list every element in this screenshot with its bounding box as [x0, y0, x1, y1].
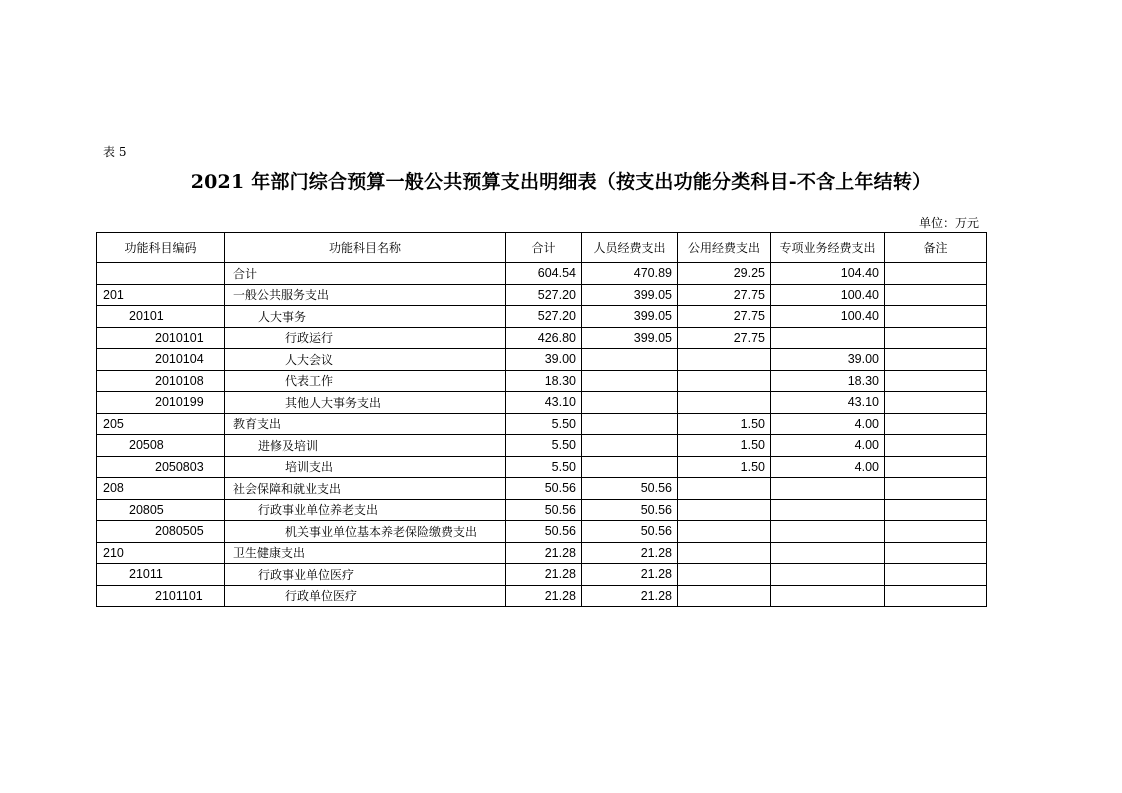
cell-special: 18.30 [771, 370, 885, 392]
cell-note [885, 413, 987, 435]
cell-name: 进修及培训 [225, 435, 506, 457]
table-row [97, 392, 987, 414]
cell-code: 21011 [97, 564, 225, 586]
cell-public: 1.50 [678, 435, 771, 457]
cell-public [678, 585, 771, 607]
cell-name: 其他人大事务支出 [225, 392, 506, 414]
table-row [97, 585, 987, 607]
cell-note [885, 349, 987, 371]
cell-code: 20101 [97, 306, 225, 328]
cell-total: 21.28 [506, 542, 582, 564]
cell-name: 代表工作 [225, 370, 506, 392]
cell-total: 5.50 [506, 413, 582, 435]
cell-name: 一般公共服务支出 [225, 284, 506, 306]
cell-total: 5.50 [506, 435, 582, 457]
cell-public [678, 564, 771, 586]
cell-note [885, 456, 987, 478]
cell-public: 1.50 [678, 413, 771, 435]
cell-code: 20805 [97, 499, 225, 521]
cell-personnel: 21.28 [582, 542, 678, 564]
cell-public [678, 349, 771, 371]
cell-note [885, 585, 987, 607]
table-row [97, 306, 987, 328]
cell-code: 2010101 [97, 327, 225, 349]
cell-total: 426.80 [506, 327, 582, 349]
table-row [97, 327, 987, 349]
cell-note [885, 327, 987, 349]
header-code: 功能科目编码 [97, 233, 225, 263]
cell-name: 合计 [225, 263, 506, 285]
cell-special: 4.00 [771, 435, 885, 457]
table-row [97, 349, 987, 371]
table-body [97, 263, 987, 607]
cell-public [678, 370, 771, 392]
table-row [97, 564, 987, 586]
cell-code: 2010108 [97, 370, 225, 392]
cell-personnel: 399.05 [582, 284, 678, 306]
cell-special: 4.00 [771, 413, 885, 435]
cell-total: 21.28 [506, 564, 582, 586]
cell-total: 43.10 [506, 392, 582, 414]
cell-special [771, 521, 885, 543]
cell-note [885, 284, 987, 306]
cell-personnel [582, 413, 678, 435]
cell-personnel: 399.05 [582, 327, 678, 349]
cell-note [885, 306, 987, 328]
cell-public: 27.75 [678, 306, 771, 328]
cell-code: 201 [97, 284, 225, 306]
cell-name: 人大事务 [225, 306, 506, 328]
cell-note [885, 370, 987, 392]
cell-total: 5.50 [506, 456, 582, 478]
header-row [97, 233, 987, 263]
cell-note [885, 499, 987, 521]
budget-table [96, 232, 987, 607]
cell-special: 39.00 [771, 349, 885, 371]
cell-personnel: 21.28 [582, 564, 678, 586]
cell-special: 100.40 [771, 306, 885, 328]
cell-special: 43.10 [771, 392, 885, 414]
cell-special [771, 542, 885, 564]
cell-personnel: 50.56 [582, 521, 678, 543]
cell-special [771, 327, 885, 349]
cell-name: 教育支出 [225, 413, 506, 435]
table-row [97, 521, 987, 543]
cell-total: 50.56 [506, 478, 582, 500]
cell-total: 527.20 [506, 284, 582, 306]
cell-code: 20508 [97, 435, 225, 457]
cell-note [885, 263, 987, 285]
cell-total: 21.28 [506, 585, 582, 607]
cell-name: 行政事业单位养老支出 [225, 499, 506, 521]
cell-special [771, 564, 885, 586]
cell-special: 100.40 [771, 284, 885, 306]
cell-note [885, 564, 987, 586]
unit-label: 单位：万元 [918, 216, 979, 230]
cell-public [678, 392, 771, 414]
cell-personnel: 399.05 [582, 306, 678, 328]
cell-special: 104.40 [771, 263, 885, 285]
table-row [97, 478, 987, 500]
cell-special [771, 478, 885, 500]
cell-public: 1.50 [678, 456, 771, 478]
table-row [97, 499, 987, 521]
cell-total: 18.30 [506, 370, 582, 392]
cell-total: 39.00 [506, 349, 582, 371]
header-note: 备注 [885, 233, 987, 263]
cell-code: 2050803 [97, 456, 225, 478]
cell-public: 29.25 [678, 263, 771, 285]
cell-name: 行政事业单位医疗 [225, 564, 506, 586]
cell-public [678, 478, 771, 500]
cell-code: 2080505 [97, 521, 225, 543]
cell-personnel [582, 435, 678, 457]
header-name: 功能科目名称 [225, 233, 506, 263]
cell-total: 604.54 [506, 263, 582, 285]
cell-public: 27.75 [678, 327, 771, 349]
cell-name: 行政运行 [225, 327, 506, 349]
page-title: 2021 年部门综合预算一般公共预算支出明细表（按支出功能分类科目-不含上年结转） [190, 171, 932, 193]
cell-note [885, 435, 987, 457]
cell-code: 2010199 [97, 392, 225, 414]
cell-note [885, 392, 987, 414]
table-row [97, 435, 987, 457]
table-row [97, 370, 987, 392]
header-special: 专项业务经费支出 [771, 233, 885, 263]
cell-name: 培训支出 [225, 456, 506, 478]
cell-name: 社会保障和就业支出 [225, 478, 506, 500]
cell-code: 2101101 [97, 585, 225, 607]
cell-note [885, 521, 987, 543]
cell-code: 2010104 [97, 349, 225, 371]
cell-special [771, 499, 885, 521]
cell-personnel [582, 370, 678, 392]
cell-special: 4.00 [771, 456, 885, 478]
cell-total: 50.56 [506, 499, 582, 521]
header-public: 公用经费支出 [678, 233, 771, 263]
table-number: 表 5 [103, 145, 127, 159]
table-row [97, 284, 987, 306]
cell-public [678, 499, 771, 521]
cell-note [885, 542, 987, 564]
table-row [97, 456, 987, 478]
cell-special [771, 585, 885, 607]
table-row [97, 413, 987, 435]
cell-personnel: 50.56 [582, 478, 678, 500]
cell-code [97, 263, 225, 285]
cell-personnel: 21.28 [582, 585, 678, 607]
cell-code: 208 [97, 478, 225, 500]
cell-code: 205 [97, 413, 225, 435]
header-total: 合计 [506, 233, 582, 263]
table-row [97, 263, 987, 285]
cell-personnel: 50.56 [582, 499, 678, 521]
header-personnel: 人员经费支出 [582, 233, 678, 263]
cell-name: 人大会议 [225, 349, 506, 371]
cell-note [885, 478, 987, 500]
cell-name: 机关事业单位基本养老保险缴费支出 [225, 521, 506, 543]
cell-public [678, 521, 771, 543]
cell-public [678, 542, 771, 564]
cell-public: 27.75 [678, 284, 771, 306]
cell-personnel [582, 349, 678, 371]
cell-name: 卫生健康支出 [225, 542, 506, 564]
cell-total: 527.20 [506, 306, 582, 328]
cell-total: 50.56 [506, 521, 582, 543]
cell-personnel: 470.89 [582, 263, 678, 285]
cell-personnel [582, 456, 678, 478]
cell-personnel [582, 392, 678, 414]
cell-code: 210 [97, 542, 225, 564]
cell-name: 行政单位医疗 [225, 585, 506, 607]
table-row [97, 542, 987, 564]
